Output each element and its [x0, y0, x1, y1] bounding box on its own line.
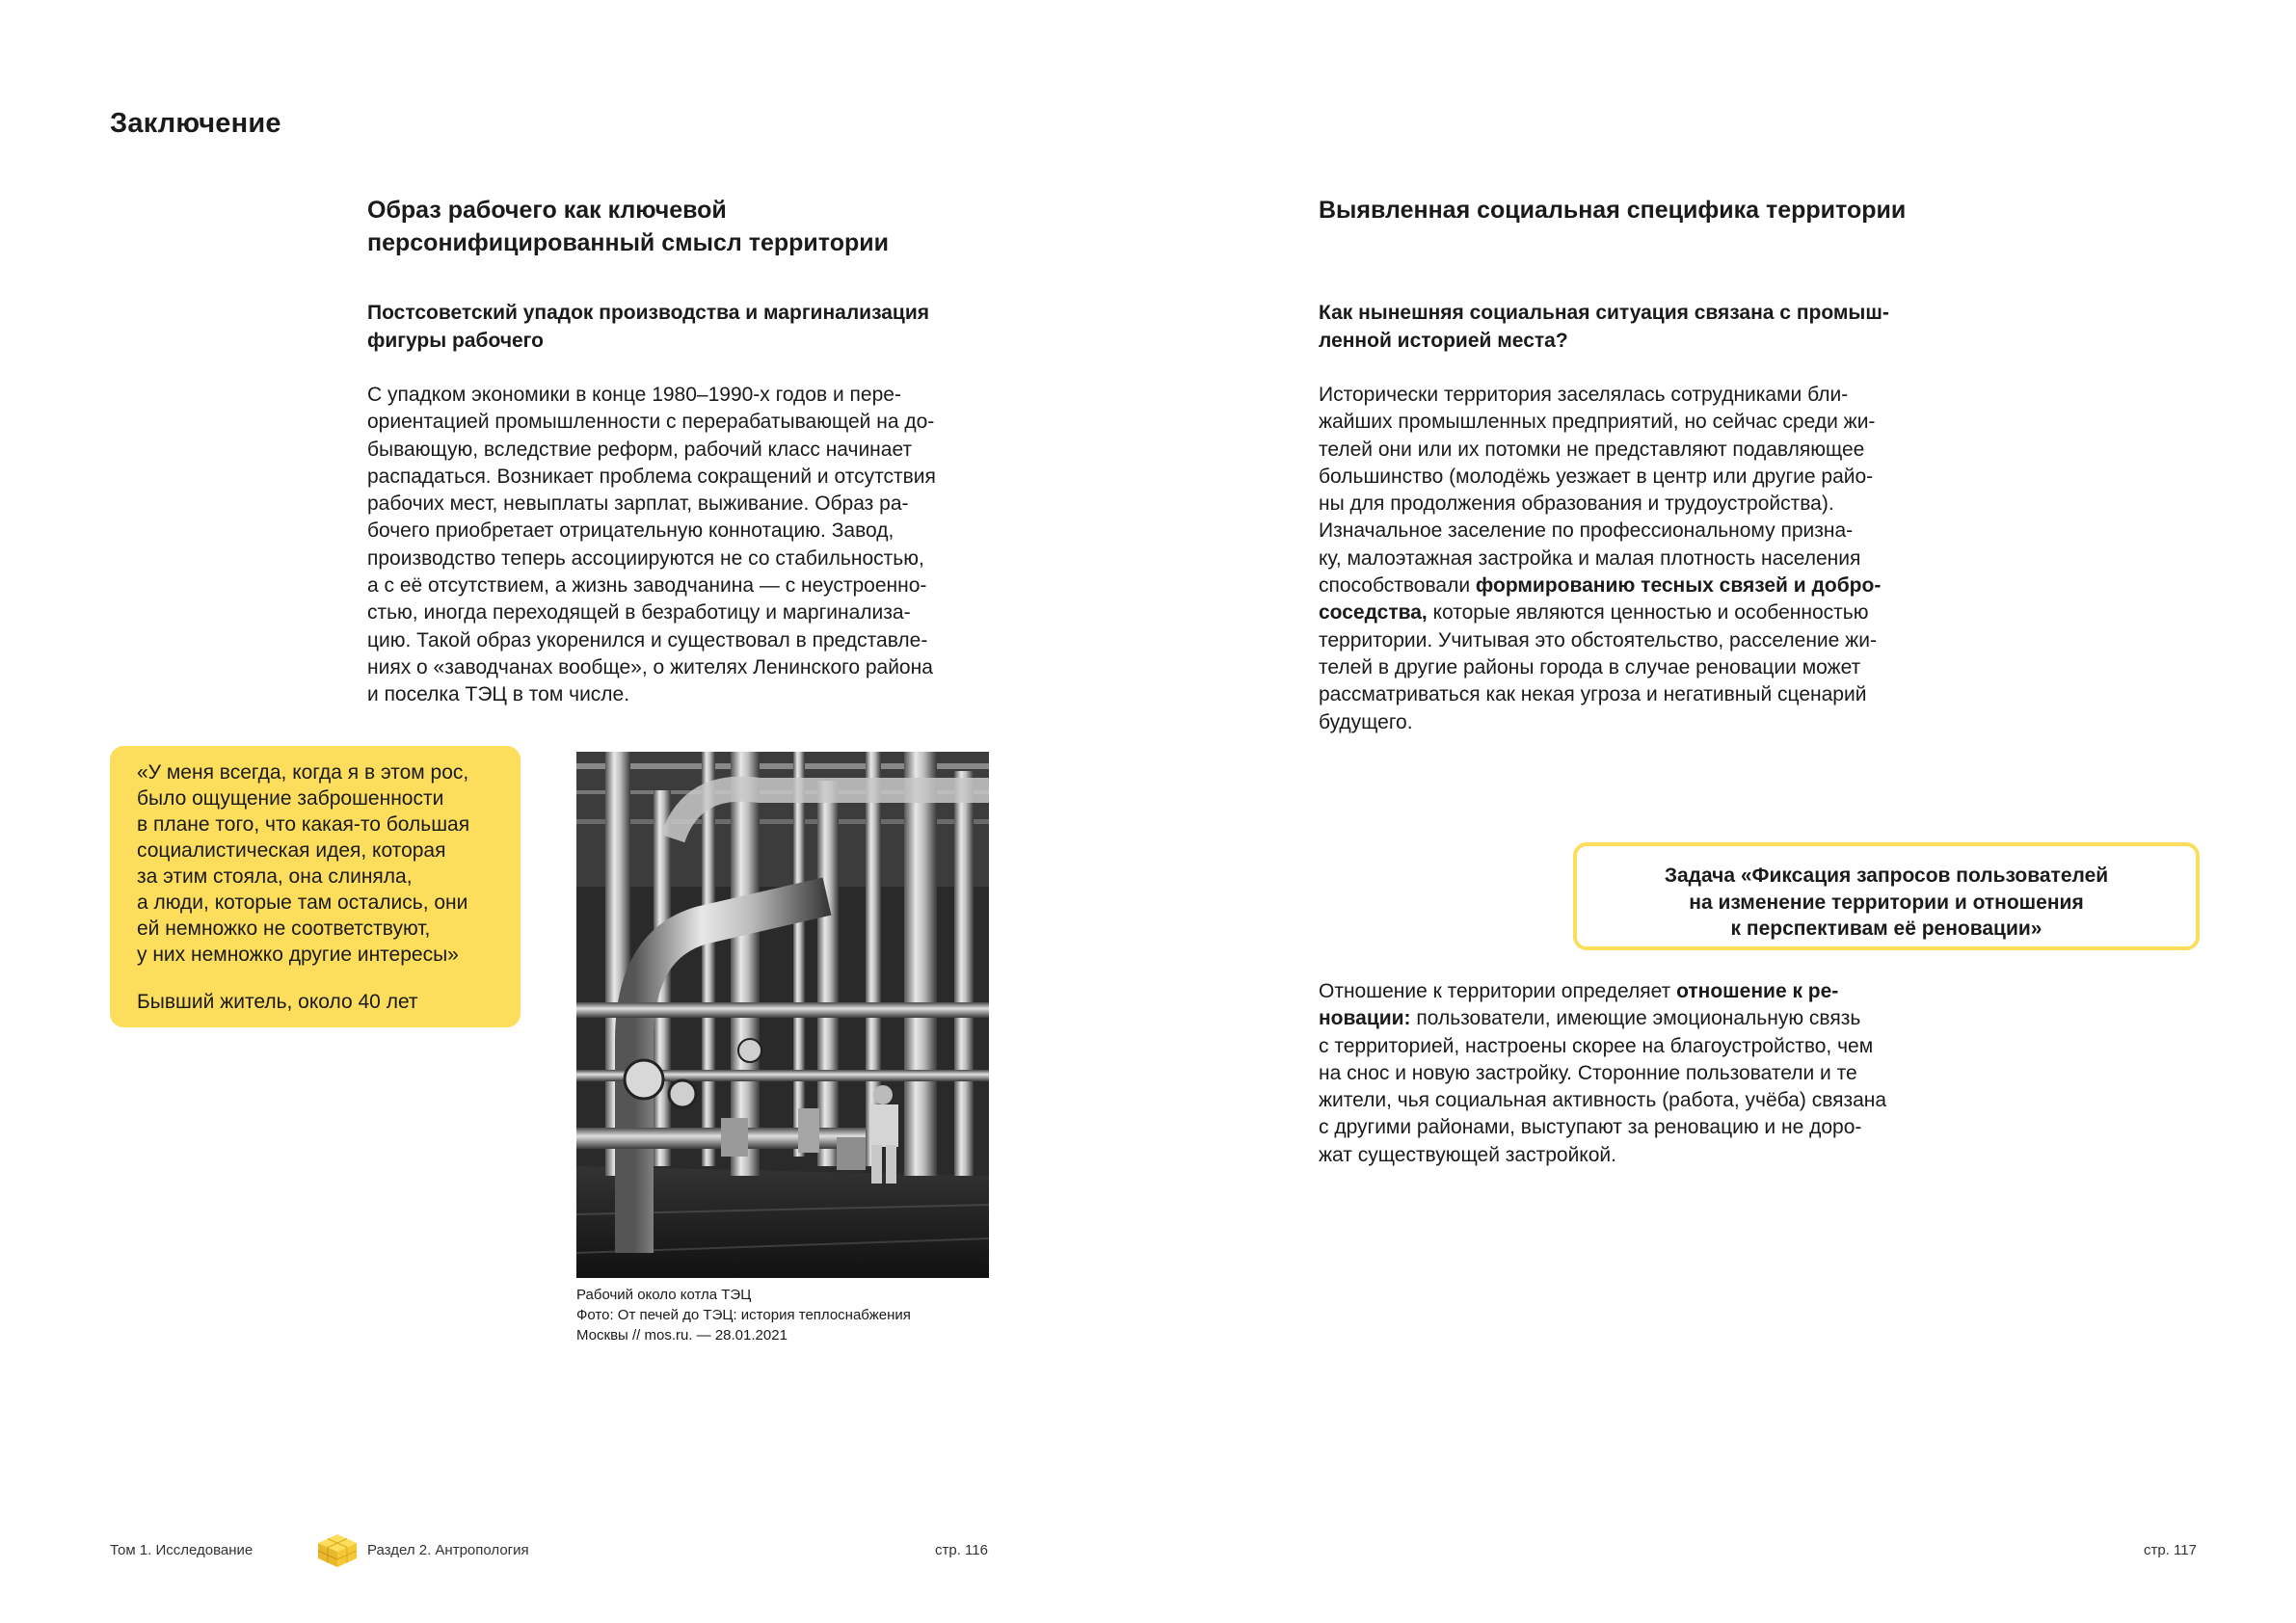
text-line: Изначальное заселение по профессиональному призна-	[1319, 519, 1854, 543]
right-subheading-line: Как нынешняя социальная ситуация связана с промыш-	[1319, 302, 1889, 324]
text-line: бочего приобретает отрицательную коннотацию. Завод,	[367, 519, 894, 543]
left-heading-line: персонифицированный смысл территории	[367, 229, 889, 256]
text-line: цию. Такой образ укоренился и существовал в представле-	[367, 628, 928, 652]
text-line: ниях о «заводчанах вообще», о жителях Ленинского района	[367, 655, 933, 678]
text-run: способствовали	[1319, 574, 1476, 598]
right-body-text	[1319, 382, 1881, 736]
section-title: Заключение	[110, 108, 281, 139]
text-line: будущего.	[1319, 710, 1413, 733]
task-box	[1573, 842, 2200, 950]
text-line: с другими районами, выступают за реновацию и не доро-	[1319, 1116, 1862, 1139]
text-line	[1319, 572, 1881, 599]
right-subheading-line: ленной историей места?	[1319, 329, 1568, 352]
text-line: производство теперь ассоциируются не со стабильностью,	[367, 546, 924, 570]
task-line: на изменение территории и отношения	[1689, 891, 2084, 914]
boiler-room-photo	[576, 752, 989, 1278]
photo-caption	[576, 1285, 911, 1345]
text-line: ориентацией промышленности с перерабатывающей на до-	[367, 411, 935, 434]
quote-line: было ощущение заброшенности	[137, 787, 444, 810]
text-line: большинство (молодёжь уезжает в центр или другие райо-	[1319, 465, 1874, 488]
stacked-cubes-icon	[316, 1532, 359, 1569]
right-body2-text	[1319, 978, 1886, 1169]
quote-box	[110, 746, 521, 1027]
bold-text: соседства,	[1319, 601, 1428, 625]
text-line: рассматриваться как некая угроза и негативный сценарий	[1319, 683, 1867, 706]
bold-text: новации:	[1319, 1007, 1411, 1030]
text-run: которые являются ценностью и особенностью	[1427, 601, 1869, 625]
task-line: к перспективам её реновации»	[1730, 918, 2042, 940]
text-line: ны для продолжения образования и трудоустройства).	[1319, 492, 1834, 516]
left-subheading	[367, 300, 929, 355]
right-heading: Выявленная социальная специфика территории	[1319, 197, 1907, 224]
left-heading-line: Образ рабочего как ключевой	[367, 197, 727, 224]
right-subheading	[1319, 300, 1889, 355]
text-line: стью, иногда переходящей в безработицу и маргинализа-	[367, 601, 911, 625]
quote-attribution: Бывший житель, около 40 лет	[137, 991, 418, 1013]
text-line: жайших промышленных предприятий, но сейчас среди жи-	[1319, 411, 1876, 434]
quote-line: ей немножко не соответствуют,	[137, 918, 431, 940]
quote-line: социалистическая идея, которая	[137, 839, 446, 862]
text-line: жители, чья социальная активность (работа, учёба) связана	[1319, 1089, 1887, 1112]
page-number-right: стр. 117	[2144, 1542, 2197, 1558]
quote-line: в плане того, что какая-то большая	[137, 813, 470, 836]
quote-line: у них немножко другие интересы»	[137, 944, 459, 966]
text-run: пользователи, имеющие эмоциональную связь	[1410, 1007, 1861, 1030]
text-line: С упадком экономики в конце 1980–1990-х годов и пере-	[367, 384, 901, 406]
text-line	[1319, 1005, 1886, 1032]
footer-volume: Том 1. Исследование	[110, 1542, 254, 1558]
caption-line: Фото: От печей до ТЭЦ: история теплоснабжения	[576, 1307, 911, 1323]
left-heading	[367, 194, 889, 259]
bold-text: отношение к ре-	[1676, 980, 1839, 1002]
caption-line: Рабочий около котла ТЭЦ	[576, 1287, 752, 1303]
left-subheading-line: фигуры рабочего	[367, 329, 544, 352]
text-line: рабочих мест, невыплаты зарплат, выживание. Образ ра-	[367, 492, 909, 516]
text-line: Исторически территория заселялась сотрудниками бли-	[1319, 384, 1849, 406]
text-line: бывающую, вследствие реформ, рабочий класс начинает	[367, 438, 913, 461]
footer-section: Раздел 2. Антропология	[367, 1542, 529, 1558]
text-line: на снос и новую застройку. Сторонние пользователи и те	[1319, 1061, 1857, 1084]
text-line: телей они или их потомки не представляют подавляющее	[1319, 438, 1865, 461]
text-line: с территорией, настроены скорее на благоустройство, чем	[1319, 1034, 1874, 1057]
text-line: распадаться. Возникает проблема сокращений и отсутствия	[367, 465, 936, 488]
text-line: ку, малоэтажная застройка и малая плотность населения	[1319, 546, 1861, 570]
text-line	[1319, 978, 1886, 1005]
left-subheading-line: Постсоветский упадок производства и маргинализация	[367, 302, 929, 324]
photo-illustration	[576, 752, 989, 1278]
task-line: Задача «Фиксация запросов пользователей	[1664, 865, 2109, 887]
text-line: телей в другие районы города в случае реновации может	[1319, 655, 1861, 678]
bold-text: формированию тесных связей и добро-	[1475, 574, 1882, 598]
text-line: и поселка ТЭЦ в том числе.	[367, 683, 630, 706]
text-line: а с её отсутствием, а жизнь заводчанина — с неустроенно-	[367, 574, 927, 598]
caption-line: Москвы // mos.ru. — 28.01.2021	[576, 1327, 788, 1344]
text-run: Отношение к территории определяет	[1319, 980, 1677, 1002]
text-line: жат существующей застройкой.	[1319, 1143, 1616, 1166]
text-line: территории. Учитывая это обстоятельство, расселение жи-	[1319, 628, 1877, 652]
left-body-text	[367, 382, 936, 709]
text-line	[1319, 599, 1881, 626]
quote-line: а люди, которые там остались, они	[137, 891, 468, 914]
page-number-left: стр. 116	[935, 1542, 988, 1558]
quote-line: «У меня всегда, когда я в этом рос,	[137, 761, 469, 784]
quote-line: за этим стояла, она слиняла,	[137, 865, 413, 888]
